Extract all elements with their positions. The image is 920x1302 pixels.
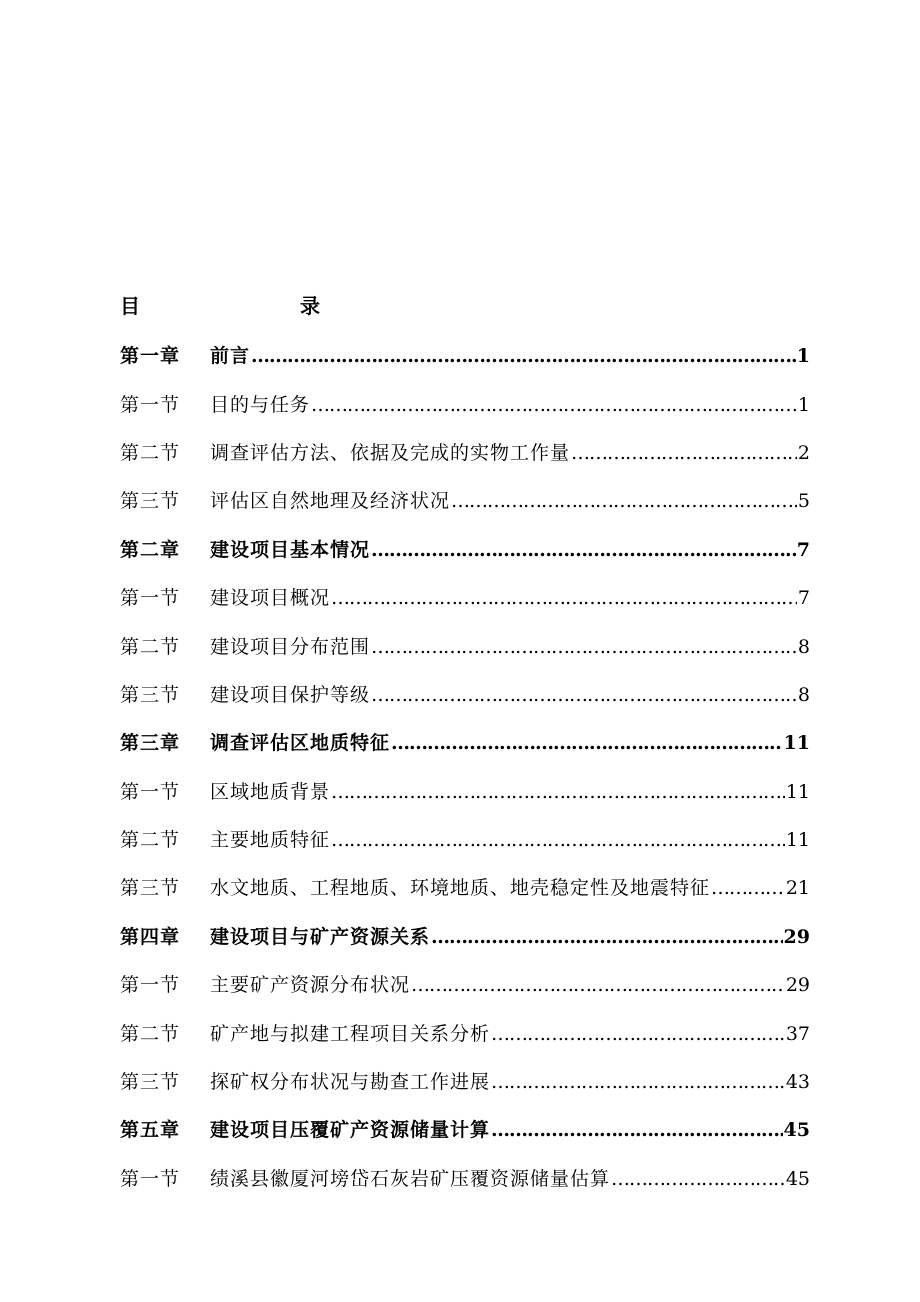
toc-dot-leader: [571, 441, 797, 465]
toc-entry-title: 建设项目基本情况: [210, 538, 371, 561]
toc-dot-leader: [331, 828, 785, 852]
toc-page-number: 8: [797, 635, 810, 658]
toc-page-number: 21: [785, 877, 810, 900]
toc-page-number: 11: [785, 780, 810, 803]
toc-entry-title: 区域地质背景: [210, 780, 331, 803]
toc-entry-number: 第三节: [120, 490, 181, 513]
toc-entry-label: [120, 344, 250, 368]
toc-entry-number: 第一节: [120, 780, 181, 803]
toc-dot-leader: [431, 925, 783, 949]
toc-entry-number: 第三节: [120, 683, 181, 706]
toc-section-entry: [120, 961, 810, 1009]
toc-chapter-entry: [120, 332, 810, 380]
toc-section-entry: [120, 864, 810, 912]
toc-section-entry: [120, 622, 810, 670]
toc-section-entry: [120, 1155, 810, 1203]
toc-entry-number: 第一章: [120, 345, 181, 368]
toc-section-entry: [120, 671, 810, 719]
toc-entry-label: [120, 1022, 490, 1046]
toc-entry-label: [120, 876, 710, 900]
toc-chapter-entry: [120, 526, 810, 574]
toc-page-number: 1: [797, 393, 810, 416]
toc-entry-number: 第三章: [120, 732, 181, 755]
toc-section-entry: [120, 477, 810, 525]
toc-entry-label: [120, 925, 430, 949]
toc-entry-label: [120, 780, 330, 804]
toc-dot-leader: [711, 876, 785, 900]
toc-page-number: 8: [797, 683, 810, 706]
toc-chapter-entry: [120, 1106, 810, 1154]
toc-entry-title: 矿产地与拟建工程项目关系分析: [210, 1022, 491, 1045]
toc-entry-label: [120, 538, 370, 562]
toc-entry-number: 第一节: [120, 1167, 181, 1190]
toc-entry-title: 建设项目压覆矿产资源储量计算: [210, 1119, 491, 1142]
toc-entry-label: [120, 683, 370, 707]
toc-dot-leader: [611, 1167, 785, 1191]
toc-dot-leader: [331, 586, 797, 610]
toc-section-entry: [120, 574, 810, 622]
toc-dot-leader: [451, 489, 797, 513]
toc-page-number: 29: [783, 925, 810, 948]
toc-dot-leader: [371, 683, 797, 707]
toc-entry-title: 建设项目与矿产资源关系: [210, 925, 431, 948]
toc-dot-leader: [391, 731, 783, 755]
toc-entry-title: 建设项目保护等级: [210, 683, 371, 706]
toc-page-number: 45: [785, 1167, 810, 1190]
toc-entry-title: 主要地质特征: [210, 829, 331, 852]
toc-entry-title: 建设项目分布范围: [210, 635, 371, 658]
toc-entry-title: 水文地质、工程地质、环境地质、地壳稳定性及地震特征: [210, 877, 711, 900]
toc-section-entry: [120, 768, 810, 816]
toc-page-number: 11: [785, 829, 810, 852]
toc-entry-label: [120, 1070, 490, 1094]
toc-entry-label: [120, 635, 370, 659]
toc-chapter-entry: [120, 913, 810, 961]
toc-entry-label: [120, 1118, 490, 1142]
toc-entry-title: 探矿权分布状况与勘查工作进展: [210, 1071, 491, 1094]
toc-page-number: 1: [796, 345, 810, 368]
toc-entry-label: [120, 973, 410, 997]
toc-entry-label: [120, 489, 450, 513]
toc-page-number: 7: [796, 538, 810, 561]
toc-entry-number: 第二节: [120, 1022, 181, 1045]
toc-dot-leader: [491, 1022, 785, 1046]
toc-entry-title: 调查评估区地质特征: [210, 732, 391, 755]
toc-entry-number: 第一节: [120, 587, 181, 610]
toc-chapter-entry: [120, 719, 810, 767]
toc-page-number: 7: [797, 587, 810, 610]
toc-entry-number: 第一节: [120, 974, 181, 997]
toc-entry-label: [120, 828, 330, 852]
toc-section-entry: [120, 429, 810, 477]
toc-dot-leader: [411, 973, 785, 997]
toc-dot-leader: [251, 344, 796, 368]
toc-entry-title: 前言: [210, 345, 251, 368]
toc-entry-title: 建设项目概况: [210, 587, 331, 610]
toc-page-number: 37: [785, 1022, 810, 1045]
toc-entry-title: 调查评估方法、依据及完成的实物工作量: [210, 441, 571, 464]
table-of-contents: [120, 332, 810, 1203]
toc-entry-title: 评估区自然地理及经济状况: [210, 490, 451, 513]
toc-dot-leader: [371, 635, 797, 659]
toc-entry-label: [120, 586, 330, 610]
toc-entry-label: [120, 441, 570, 465]
toc-page-number: 43: [785, 1071, 810, 1094]
toc-dot-leader: [371, 538, 796, 562]
toc-entry-title: 目的与任务: [210, 393, 311, 416]
toc-page-number: 11: [783, 732, 810, 755]
toc-page-number: 5: [797, 490, 810, 513]
toc-entry-label: [120, 1167, 610, 1191]
toc-section-entry: [120, 380, 810, 428]
toc-page-number: 45: [783, 1119, 810, 1142]
toc-entry-number: 第二章: [120, 538, 181, 561]
toc-dot-leader: [311, 393, 797, 417]
toc-page-number: 2: [797, 441, 810, 464]
toc-entry-number: 第一节: [120, 393, 181, 416]
toc-dot-leader: [491, 1070, 785, 1094]
toc-entry-number: 第二节: [120, 635, 181, 658]
toc-entry-title: 主要矿产资源分布状况: [210, 974, 411, 997]
toc-title: 目 录: [120, 294, 360, 318]
toc-entry-title: 绩溪县徽厦河塝岱石灰岩矿压覆资源储量估算: [210, 1167, 611, 1190]
toc-entry-number: 第二节: [120, 441, 181, 464]
toc-section-entry: [120, 1058, 810, 1106]
toc-entry-label: [120, 393, 310, 417]
toc-dot-leader: [491, 1118, 783, 1142]
toc-entry-number: 第三节: [120, 877, 181, 900]
toc-entry-label: [120, 731, 390, 755]
toc-section-entry: [120, 1009, 810, 1057]
toc-page-number: 29: [785, 974, 810, 997]
toc-entry-number: 第四章: [120, 925, 181, 948]
toc-entry-number: 第三节: [120, 1071, 181, 1094]
toc-section-entry: [120, 816, 810, 864]
toc-dot-leader: [331, 780, 785, 804]
toc-entry-number: 第二节: [120, 829, 181, 852]
toc-entry-number: 第五章: [120, 1119, 181, 1142]
